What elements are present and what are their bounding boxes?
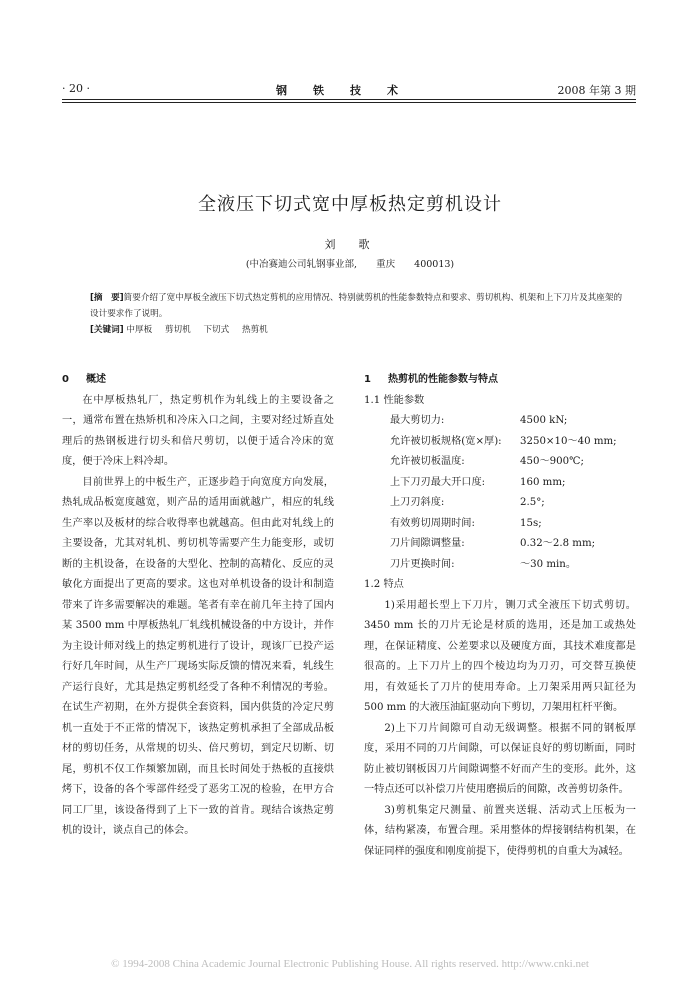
subsection-heading: 1.1 性能参数 [364,394,425,406]
section-title: 热剪机的性能参数与特点 [388,374,498,385]
keyword: 热剪机 [241,325,268,335]
feature-paragraph: 2)上下刀片间隙可自动无级调整。根据不同的钢板厚度，采用不同的刀片间隙，可以保证良好的剪切断面，同时防止被切钢板因刀片间隙调整不好而产生的变形。此外，这一特点还可以补偿刀片使用磨损后的间隙，改善剪切条件。 [364,722,636,795]
param-value: 4500 kN; [520,415,568,426]
param-value: 3250×10～40 mm; [520,435,617,447]
paragraph: 在中厚板热轧厂，热定剪机作为轧线上的主要设备之一，通常布置在热矫机和冷床入口之间，主要对经过矫直处理后的热钢板进行切头和倍尺剪切，以便于适合冷床的宽度，便于冷床上料冷却。 [62,394,334,467]
param-label: 允许被切板规格(宽×厚): [390,435,502,447]
param-label: 允许被切板温度: [390,456,465,467]
param-row [364,534,636,555]
affiliation [0,256,700,270]
section-heading-0 [62,370,334,391]
param-label: 最大剪切力: [390,415,445,426]
affiliation-city: 重庆 [376,259,396,270]
header-rule-top [62,99,636,100]
article-title: 全液压下切式宽中厚板热定剪机设计 [198,194,502,215]
feature-paragraph: 3)剪机集定尺测量、前置夹送辊、活动式上压板为一体，结构紧凑，布置合理。采用整体的焊接钢结构机架，在保证同样的强度和刚度前提下，使得剪机的自重大为减轻。 [364,804,636,857]
author: 刘 歌 [324,238,376,251]
issue-label: 2008 年第 3 期 [557,84,636,97]
left-column [62,370,334,842]
keywords-label: [关键词] [90,325,124,335]
copyright-footer: © 1994-2008 China Academic Journal Electronic Publishing House. All rights reserved. http://www.cnki.net [111,958,589,970]
param-value: 0.32～2.8 mm; [520,538,596,549]
keyword: 剪切机 [164,325,191,335]
section-number: 0 [62,374,69,385]
param-row [364,555,636,576]
param-row [364,411,636,432]
affiliation-zip: 400013) [414,259,455,270]
performance-parameters [364,411,636,575]
param-value: 15s; [520,517,542,529]
param-value: 2.5°; [520,497,545,508]
param-label: 有效剪切周期时间: [390,517,475,529]
param-value: 160 mm; [520,476,566,488]
param-row [364,473,636,494]
subsection-heading: 1.2 特点 [364,579,404,590]
keywords [90,322,630,338]
abstract-label: [摘 要] [90,293,124,303]
right-column [364,370,636,862]
param-row [364,452,636,473]
abstract-text: 简要介绍了宽中厚板全液压下切式热定剪机的应用情况、特别就剪机的性能参数特点和要求、剪切机构、机架和上下刀片及其座架的设计要求作了说明。 [90,293,623,319]
keyword: 下切式 [203,325,230,335]
param-row [364,432,636,453]
param-label: 上下刀刃最大开口度: [390,476,486,488]
paragraph: 目前世界上的中板生产，正逐步趋于向宽度方向发展，热轧成品板宽度越宽，则产品的适用面就越广，相应的轧线生产率以及板材的综合收得率也就越高。但由此对轧线上的主要设备，尤其对轧机、剪切机等需要产生力能变形，或切断的主机设备，在设备的大型化、控制的高精化、反应的灵敏化方面提出了更高的要求。这也对单机设备的设计和制造带来了许多需要解决的难题。笔者有幸在前几年主持了国内某 3500 mm 中厚板热轧厂轧线机械设备的中方设计，并作为主设计师对线上的热定剪机进行了设计，现该厂已投产运行好几年时间，从生产厂现场实际反馈的情况来看，轧线生产运行良好，尤其是热定剪机经受了各种不利情况的考验。在试生产初期，在外方提供全套资料，国内供货的冷定尺剪机一直处于不正常的情况下，该热定剪机承担了全部成品板材的剪切任务，从常规的切头、倍尺剪切，到定尺切断、切尾，剪机不仅工作频繁加剧，而且长时间处于热板的直接烘烤下，设备的各个零部件经受了恶劣工况的检验，在甲方合同工厂里，该设备得到了上下一致的首肯。现结合该热定剪机的设计，谈点自己的体会。 [62,476,334,836]
param-value: 450～900℃; [520,456,584,467]
section-number: 1 [364,374,371,385]
abstract [90,290,630,322]
section-heading-1 [364,370,636,391]
param-label: 上刀刃斜度: [390,497,445,508]
keyword: 中厚板 [126,325,153,335]
param-value: ～30 min。 [520,558,577,570]
param-row [364,514,636,535]
param-row [364,493,636,514]
feature-paragraph: 1)采用超长型上下刀片，铡刀式全液压下切式剪切。3450 mm 长的刀片无论是材质的选用，还是加工或热处理，在保证精度、公差要求以及硬度方面，其技术难度都是很高的。上下刀片上的四个棱边均为刀刃，可交替互换使用，有效延长了刀片的使用寿命。上刀架采用两只缸径为 500 mm 的大液压油缸驱动向下剪切，刀架用杠杆平衡。 [364,599,636,713]
header-rule-bottom [62,102,636,103]
journal-name: 钢铁技术 [276,84,424,97]
section-title: 概述 [86,374,106,385]
affiliation-org: (中冶赛迪公司轧钢事业部, [245,259,358,270]
page-number: · 20 · [62,82,90,95]
param-label: 刀片间隙调整量: [390,538,465,549]
param-label: 刀片更换时间: [390,558,455,570]
